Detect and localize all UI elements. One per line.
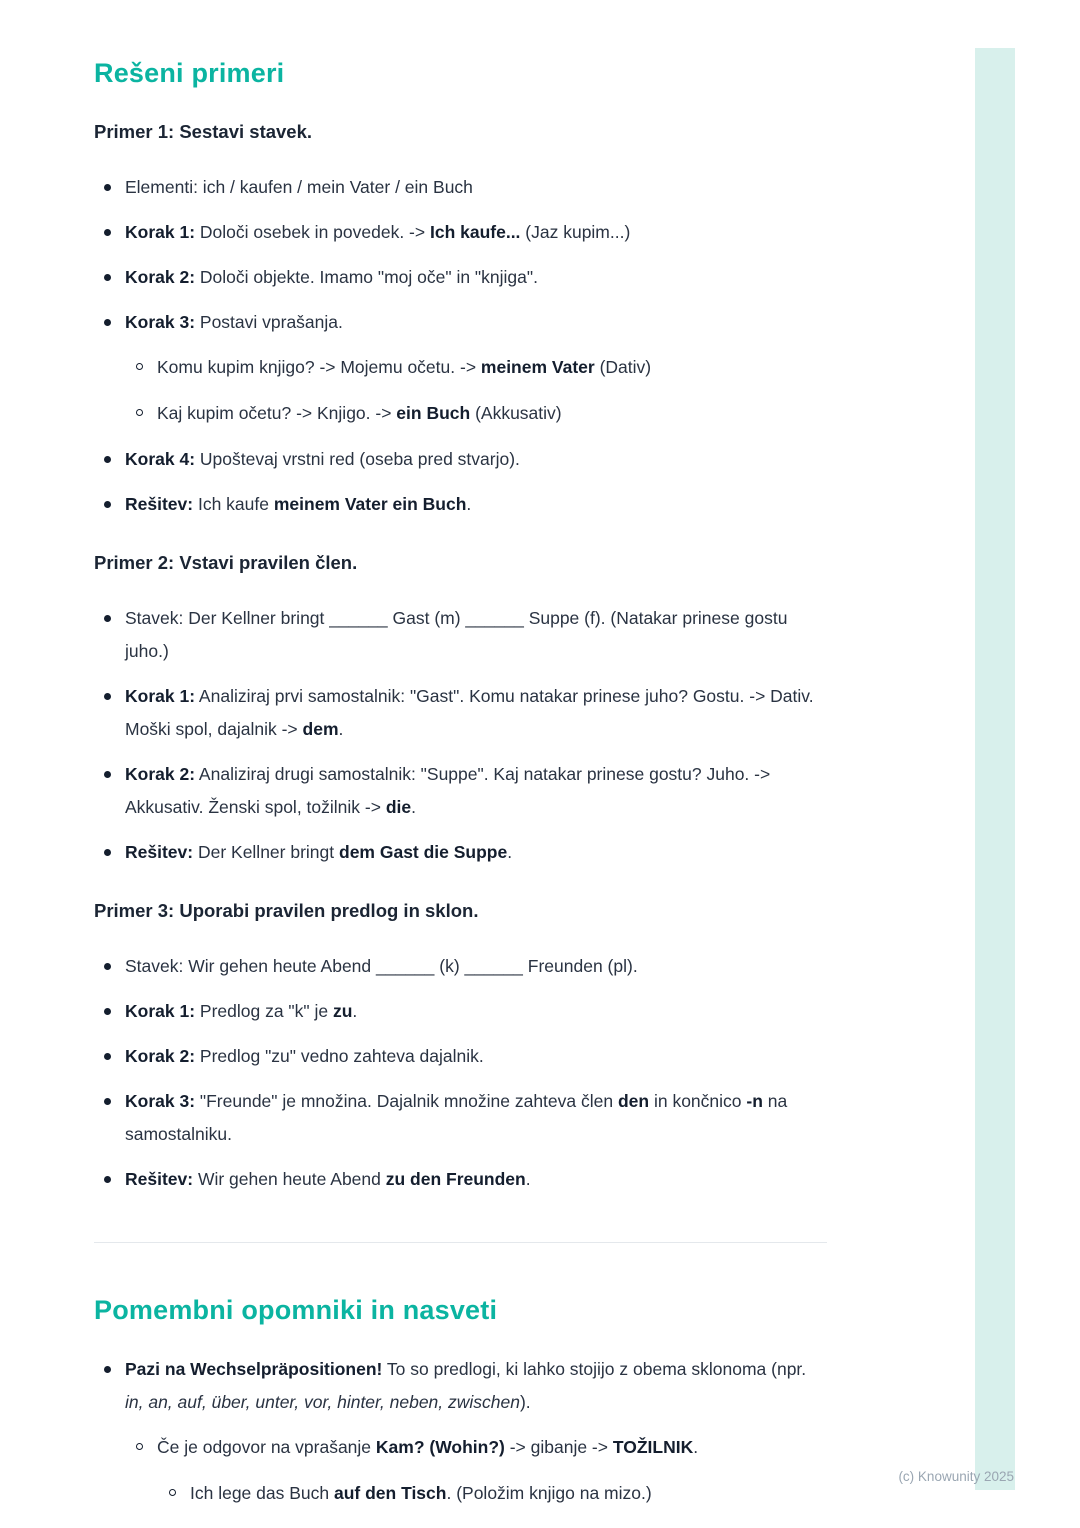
list-item-text	[157, 403, 562, 423]
list-item	[94, 602, 827, 668]
emphasized-text: Kam? (Wohin?)	[375, 1437, 505, 1457]
emphasized-text: Rešitev:	[125, 494, 194, 514]
bullet-disc-icon	[104, 1098, 111, 1105]
emphasized-text: meinem Vater ein Buch	[273, 494, 467, 514]
list-item-text	[125, 1091, 787, 1144]
emphasized-text: dem	[302, 719, 339, 739]
plain-text: (Akkusativ)	[470, 403, 562, 423]
list-item	[94, 488, 827, 521]
list-item	[94, 443, 827, 476]
bullet-circle-icon	[169, 1489, 176, 1496]
emphasized-text: Korak 3:	[125, 1091, 196, 1111]
plain-text: Stavek: Der Kellner bringt ______ Gast (m) ______ Suppe (f). (Natakar prinese gostu juho.)	[125, 608, 788, 661]
list-item	[94, 171, 827, 204]
list-item	[94, 836, 827, 869]
list-item	[94, 995, 827, 1028]
emphasized-text: meinem Vater	[480, 357, 595, 377]
emphasized-text: Korak 3:	[125, 312, 196, 332]
emphasized-text: Pazi na Wechselpräpositionen!	[125, 1359, 383, 1379]
bullet-disc-icon	[104, 1366, 111, 1373]
bullet-list	[94, 950, 827, 1196]
list-item-text	[125, 494, 471, 514]
bullet-circle-icon	[136, 409, 143, 416]
list-item-text	[125, 1046, 484, 1066]
copyright-footer: (c) Knowunity 2025	[898, 1469, 1014, 1484]
emphasized-text: Korak 1:	[125, 686, 196, 706]
emphasized-text: zu den Freunden	[385, 1169, 526, 1189]
plain-text: (Dativ)	[594, 357, 652, 377]
plain-text: Stavek: Wir gehen heute Abend ______ (k) ______ Freunden (pl).	[125, 956, 638, 976]
emphasized-text: den	[617, 1091, 650, 1111]
list-item	[94, 680, 827, 746]
bullet-list	[94, 1353, 827, 1510]
emphasized-text: auf den Tisch	[333, 1483, 447, 1503]
section-heading: Pomembni opomniki in nasveti	[94, 1295, 498, 1325]
emphasized-text: ein Buch	[396, 403, 471, 423]
list-item	[94, 216, 827, 249]
bullet-disc-icon	[104, 1176, 111, 1183]
plain-text: Upoštevaj vrstni red (oseba pred stvarjo).	[195, 449, 520, 469]
list-item	[94, 1353, 827, 1419]
emphasized-text: Korak 2:	[125, 267, 196, 287]
bullet-list	[94, 602, 827, 869]
list-item-text	[125, 1359, 806, 1412]
list-item-text	[125, 842, 512, 862]
plain-text: Komu kupim knjigo? -> Mojemu očetu. ->	[157, 357, 481, 377]
plain-text: in končnico	[649, 1091, 747, 1111]
section-heading: Rešeni primeri	[94, 58, 285, 88]
list-item-text	[157, 1437, 698, 1457]
list-item	[94, 1163, 827, 1196]
list-item-text	[125, 222, 630, 242]
bullet-disc-icon	[104, 849, 111, 856]
list-item-text	[190, 1483, 652, 1503]
subsection-heading: Primer 2: Vstavi pravilen člen.	[94, 552, 358, 573]
bullet-circle-icon	[136, 1443, 143, 1450]
italic-text: in, an, auf, über, unter, vor, hinter, neben, zwischen	[125, 1392, 520, 1412]
page-edge-accent-bar	[975, 48, 1015, 1490]
plain-text: Predlog "zu" vedno zahteva dajalnik.	[195, 1046, 484, 1066]
list-item-text	[125, 608, 787, 661]
bullet-disc-icon	[104, 615, 111, 622]
list-item	[94, 397, 827, 430]
section-divider	[94, 1242, 827, 1243]
list-item-text	[125, 764, 770, 817]
emphasized-text: Korak 2:	[125, 1046, 196, 1066]
plain-text: Določi objekte. Imamo "moj oče" in "knjiga".	[195, 267, 538, 287]
emphasized-text: TOŽILNIK	[612, 1437, 694, 1457]
emphasized-text: Ich kaufe...	[429, 222, 521, 242]
plain-text: Wir gehen heute Abend	[193, 1169, 386, 1189]
emphasized-text: Korak 2:	[125, 764, 196, 784]
plain-text: Predlog za "k" je	[195, 1001, 333, 1021]
bullet-disc-icon	[104, 456, 111, 463]
list-item-text	[157, 357, 651, 377]
emphasized-text: zu	[332, 1001, 353, 1021]
list-item-text	[125, 312, 343, 332]
plain-text: .	[411, 797, 416, 817]
bullet-disc-icon	[104, 771, 111, 778]
list-item-text	[125, 267, 538, 287]
list-item	[94, 1040, 827, 1073]
bullet-disc-icon	[104, 184, 111, 191]
emphasized-text: -n	[746, 1091, 763, 1111]
bullet-disc-icon	[104, 693, 111, 700]
plain-text: . (Položim knjigo na mizo.)	[446, 1483, 652, 1503]
list-item-text	[125, 686, 814, 739]
emphasized-text: Rešitev:	[125, 842, 194, 862]
bullet-disc-icon	[104, 274, 111, 281]
list-item	[94, 1431, 827, 1464]
list-item	[94, 1477, 827, 1510]
plain-text: -> gibanje ->	[504, 1437, 613, 1457]
bullet-disc-icon	[104, 1053, 111, 1060]
emphasized-text: dem Gast die Suppe	[339, 842, 508, 862]
subsection-heading: Primer 3: Uporabi pravilen predlog in sklon.	[94, 900, 479, 921]
bullet-disc-icon	[104, 319, 111, 326]
plain-text: Analiziraj prvi samostalnik: "Gast". Komu natakar prinese juho? Gostu. -> Dativ. Moški spol, dajalnik ->	[125, 686, 814, 739]
plain-text: To so predlogi, ki lahko stojijo z obema sklonoma (npr.	[382, 1359, 807, 1379]
plain-text: Kaj kupim očetu? -> Knjigo. ->	[157, 403, 397, 423]
bullet-circle-icon	[136, 363, 143, 370]
list-item-text	[125, 177, 473, 197]
emphasized-text: Korak 1:	[125, 222, 196, 242]
list-item	[94, 950, 827, 983]
plain-text: "Freunde" je množina. Dajalnik množine zahteva člen	[195, 1091, 618, 1111]
emphasized-text: die	[385, 797, 412, 817]
list-item-text	[125, 956, 638, 976]
plain-text: Ich lege das Buch	[190, 1483, 334, 1503]
plain-text: ).	[519, 1392, 531, 1412]
emphasized-text: Korak 1:	[125, 1001, 196, 1021]
emphasized-text: Korak 4:	[125, 449, 196, 469]
list-item	[94, 306, 827, 339]
document-content	[94, 48, 827, 1522]
bullet-disc-icon	[104, 963, 111, 970]
plain-text: .	[507, 842, 513, 862]
list-item-text	[125, 1169, 531, 1189]
plain-text: .	[525, 1169, 531, 1189]
plain-text: .	[338, 719, 344, 739]
plain-text: Določi osebek in povedek. ->	[195, 222, 430, 242]
plain-text: Ich kaufe	[193, 494, 274, 514]
list-item-text	[125, 1001, 357, 1021]
emphasized-text: Rešitev:	[125, 1169, 194, 1189]
list-item	[94, 1085, 827, 1151]
plain-text: Postavi vprašanja.	[195, 312, 343, 332]
list-item-text	[125, 449, 520, 469]
plain-text: na samostalniku.	[125, 1091, 788, 1144]
plain-text: Če je odgovor na vprašanje	[157, 1437, 376, 1457]
plain-text: Der Kellner bringt	[193, 842, 339, 862]
list-item	[94, 758, 827, 824]
list-item	[94, 261, 827, 294]
bullet-disc-icon	[104, 229, 111, 236]
subsection-heading: Primer 1: Sestavi stavek.	[94, 121, 313, 142]
bullet-list	[94, 171, 827, 521]
plain-text: .	[693, 1437, 699, 1457]
bullet-disc-icon	[104, 501, 111, 508]
plain-text: Elementi: ich / kaufen / mein Vater / ein Buch	[125, 177, 473, 197]
plain-text: .	[352, 1001, 358, 1021]
plain-text: .	[466, 494, 472, 514]
plain-text: (Jaz kupim...)	[520, 222, 631, 242]
bullet-disc-icon	[104, 1008, 111, 1015]
plain-text: Analiziraj drugi samostalnik: "Suppe". Kaj natakar prinese gostu? Juho. -> Akkusativ. Ženski spol, tožilnik ->	[125, 764, 771, 817]
list-item	[94, 351, 827, 384]
